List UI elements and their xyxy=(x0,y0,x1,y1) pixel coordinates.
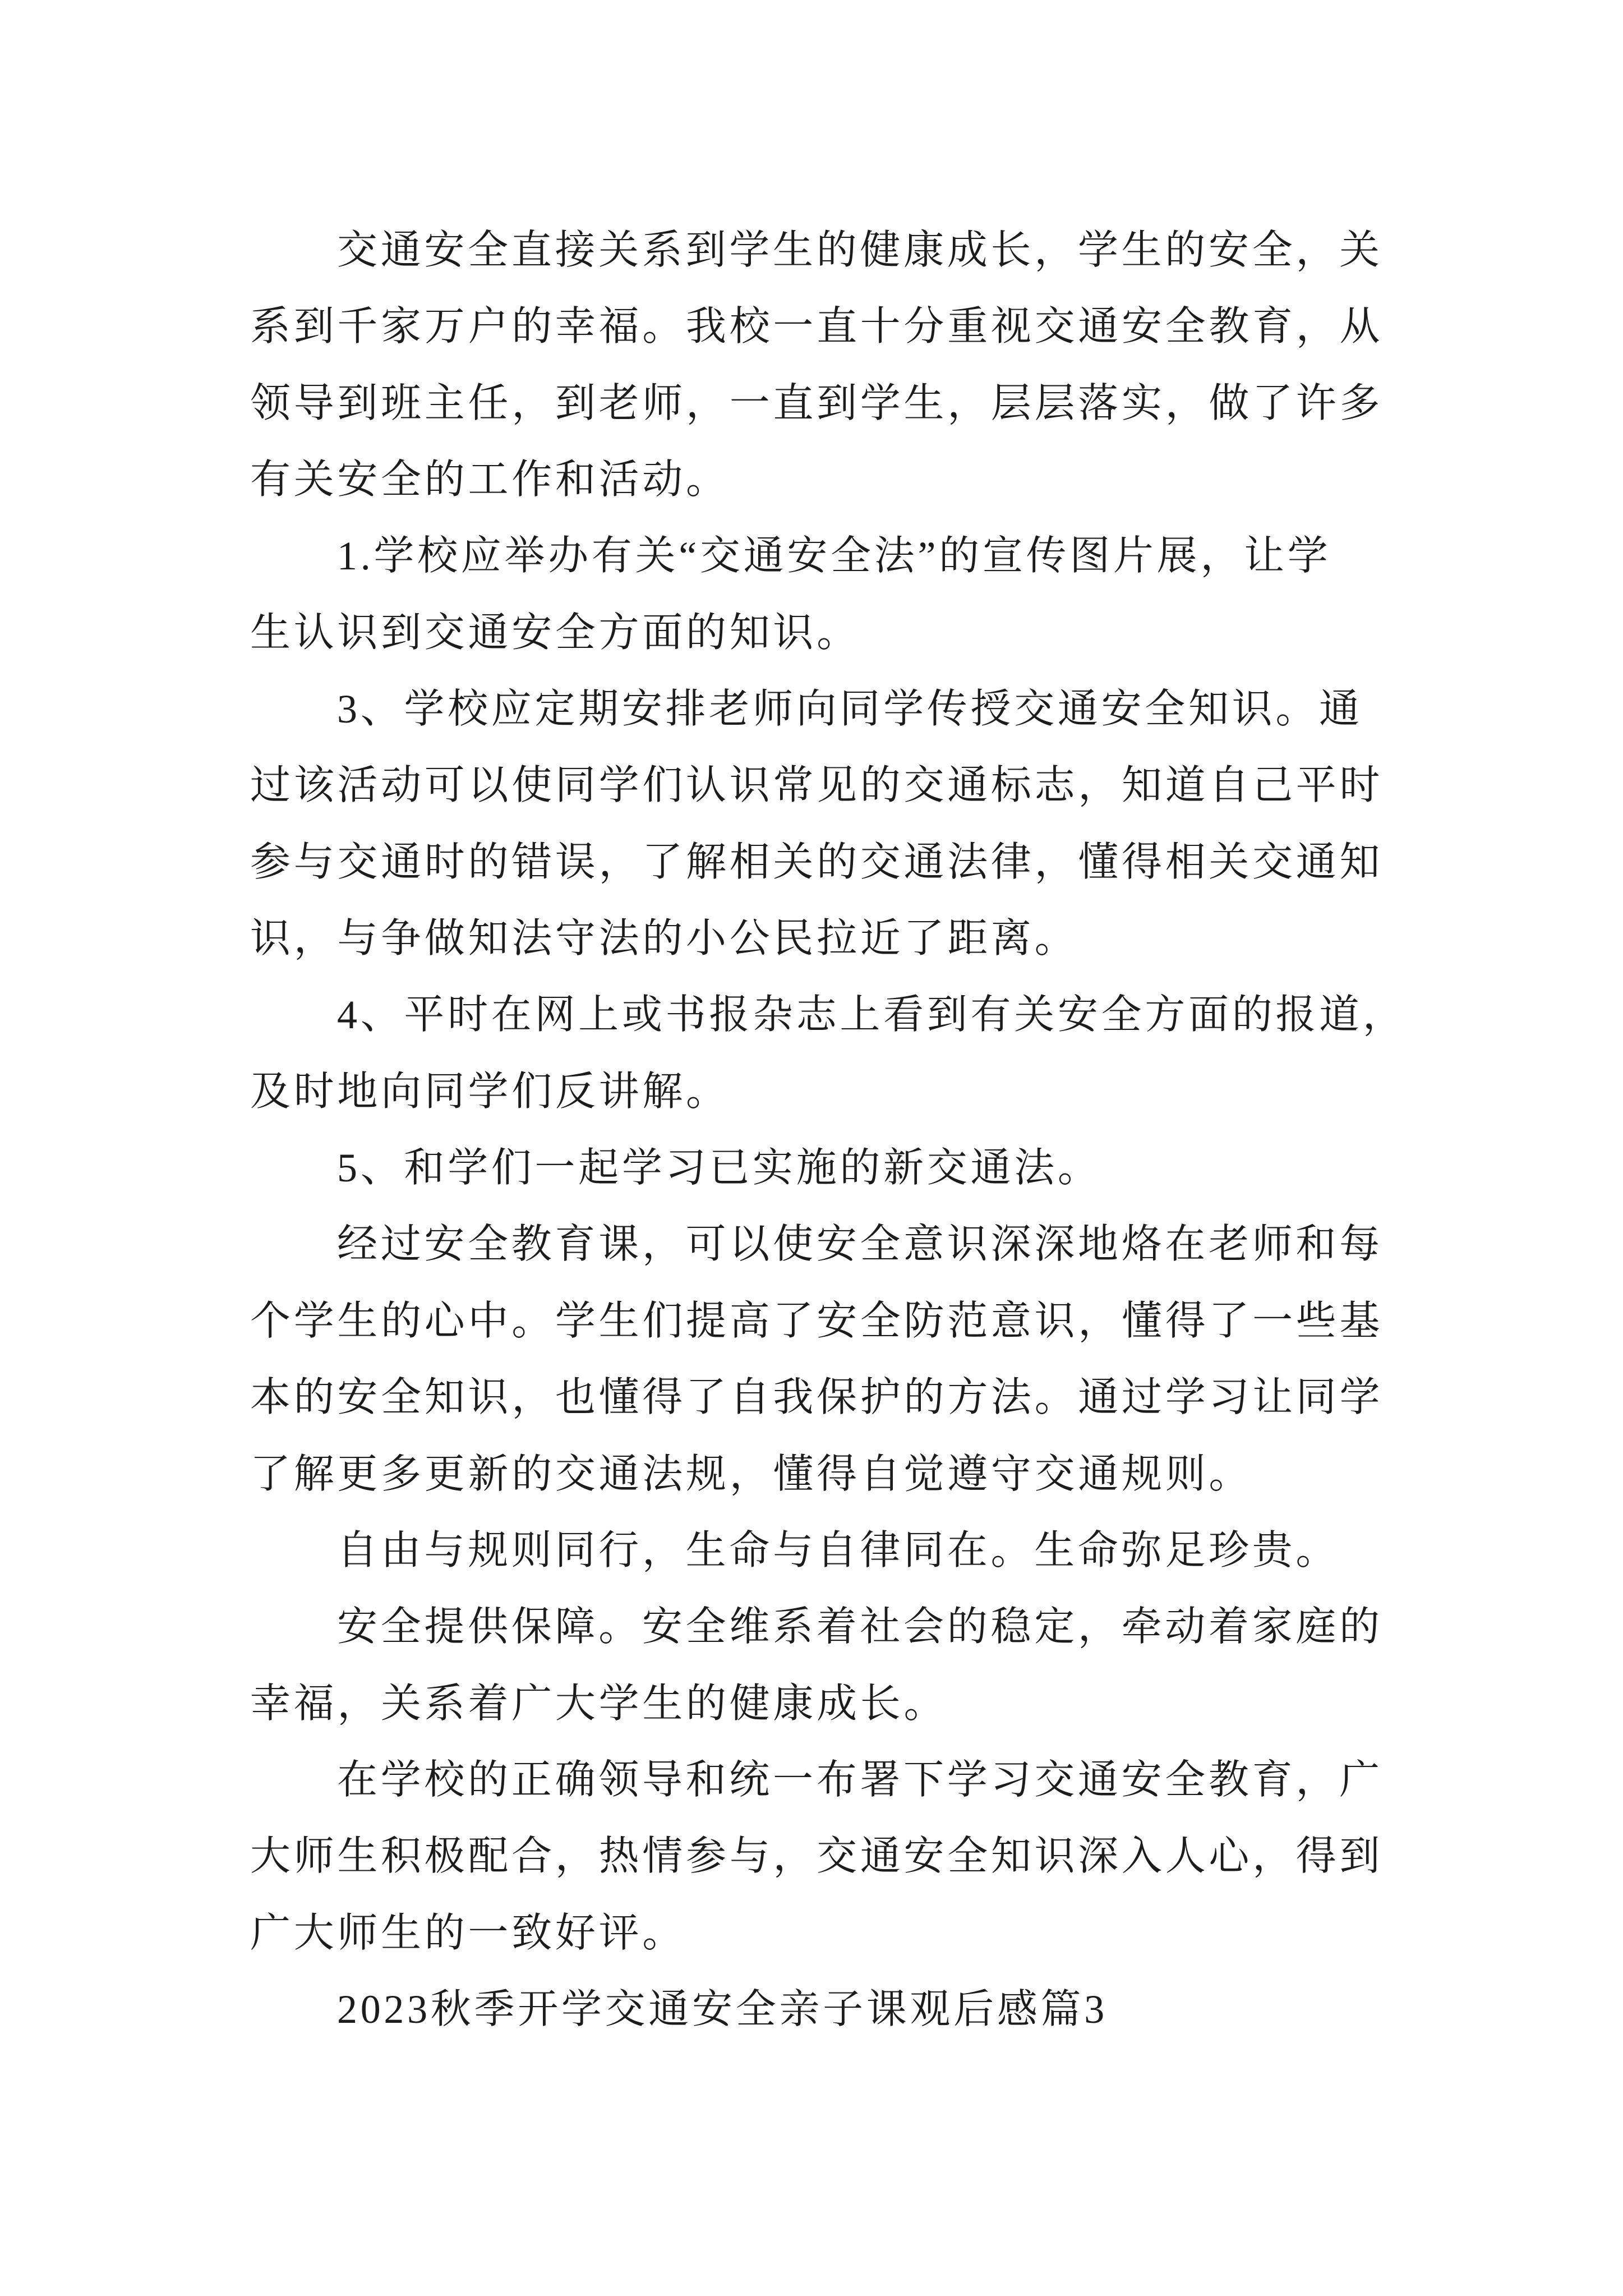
document-body xyxy=(250,212,1407,2047)
section-heading xyxy=(250,1971,1389,2047)
text-line: 系到千家万户的幸福。我校一直十分重视交通安全教育，从 xyxy=(250,304,1384,349)
text-line: 了解更多更新的交通法规，懂得自觉遵守交通规则。 xyxy=(250,1451,1253,1497)
paragraph xyxy=(250,977,1407,1130)
text-line: 有关安全的工作和活动。 xyxy=(250,457,730,503)
paragraph xyxy=(250,1742,1389,1971)
paragraph xyxy=(250,212,1389,518)
paragraph xyxy=(250,518,1389,671)
text-line: 生认识到交通安全方面的知识。 xyxy=(250,610,860,655)
text-line: 自由与规则同行，生命与自律同在。生命弥足珍贵。 xyxy=(337,1527,1340,1573)
text-line: 识，与争做知法守法的小公民拉近了距离。 xyxy=(250,916,1078,961)
text-line: 过该活动可以使同学们认识常见的交通标志，知道自己平时 xyxy=(250,763,1384,808)
text-line: 1.学校应举办有关“交通安全法”的宣传图片展，让学 xyxy=(337,533,1331,579)
text-line: 安全提供保障。安全维系着社会的稳定，牵动着家庭的 xyxy=(337,1604,1383,1650)
text-line: 3、学校应定期安排老师向同学传授交通安全知识。通 xyxy=(337,687,1363,732)
text-line: 广大师生的一致好评。 xyxy=(250,1910,686,1955)
paragraph xyxy=(250,1130,1389,1206)
text-line: 个学生的心中。学生们提高了安全防范意识，懂得了一些基 xyxy=(250,1298,1384,1343)
paragraph xyxy=(250,1512,1389,1589)
text-line: 幸福，关系着广大学生的健康成长。 xyxy=(250,1681,948,1726)
text-line: 领导到班主任，到老师，一直到学生，层层落实，做了许多 xyxy=(250,380,1384,426)
section-heading-text: 2023秋季开学交通安全亲子课观后感篇3 xyxy=(337,1986,1108,2032)
text-line: 交通安全直接关系到学生的健康成长，学生的安全，关 xyxy=(337,228,1383,273)
text-line: 在学校的正确领导和统一布署下学习交通安全教育，广 xyxy=(337,1757,1383,1802)
text-line: 及时地向同学们反讲解。 xyxy=(250,1069,730,1114)
paragraph xyxy=(250,1206,1389,1512)
text-line: 大师生积极配合，热情参与，交通安全知识深入人心，得到 xyxy=(250,1834,1384,1879)
paragraph xyxy=(250,1589,1389,1742)
text-line: 经过安全教育课，可以使安全意识深深地烙在老师和每 xyxy=(337,1222,1383,1267)
text-line: 参与交通时的错误，了解相关的交通法律，懂得相关交通知 xyxy=(250,839,1384,885)
text-line: 本的安全知识，也懂得了自我保护的方法。通过学习让同学 xyxy=(250,1375,1384,1420)
paragraph xyxy=(250,671,1389,977)
text-line: 5、和学们一起学习已实施的新交通法。 xyxy=(337,1145,1101,1191)
text-line: 4、平时在网上或书报杂志上看到有关安全方面的报道， xyxy=(337,992,1407,1038)
